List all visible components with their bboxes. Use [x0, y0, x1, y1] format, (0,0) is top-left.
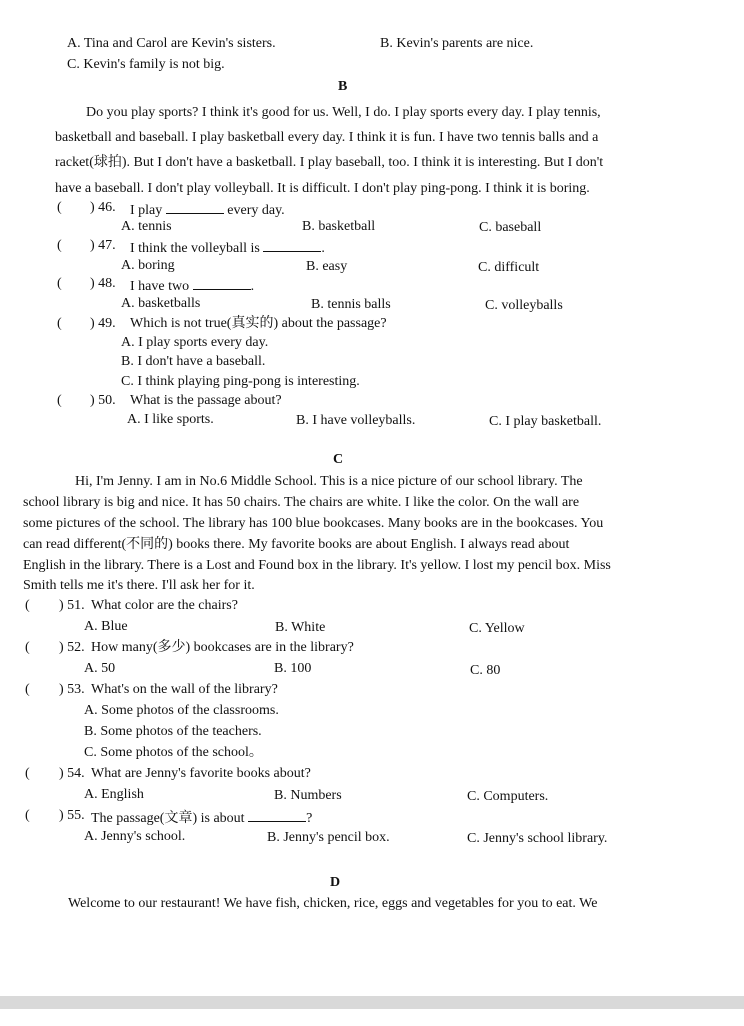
- option-c: C. Computers.: [467, 789, 549, 804]
- option-a: A. I play sports every day.: [121, 335, 269, 350]
- section-b-passage-line: have a baseball. I don't play volleyball. It is difficult. I don't play ping-pong. I think it is boring.: [55, 181, 590, 196]
- option-b: B. easy: [306, 259, 348, 274]
- option-b: B. Jenny's pencil box.: [267, 830, 390, 845]
- question-number: ) 50.: [90, 393, 116, 408]
- option-b: B. Numbers: [274, 788, 342, 803]
- section-c-passage-line: school library is big and nice. It has 50 chairs. The chairs are white. I like the color. On the wall are: [23, 495, 580, 510]
- option-b: B. Some photos of the teachers.: [84, 724, 262, 739]
- option-b: B. 100: [274, 661, 312, 676]
- option-c: C. baseball: [479, 220, 542, 235]
- question-number: ) 47.: [90, 238, 116, 253]
- question-stem: I play every day.: [130, 203, 285, 218]
- question-number: ) 53.: [59, 682, 85, 697]
- option-a: A. Some photos of the classrooms.: [84, 703, 279, 718]
- answer-paren: (: [25, 598, 30, 613]
- option-a: A. boring: [121, 258, 175, 273]
- page-bottom-margin: [0, 1009, 744, 1026]
- question-number: ) 51.: [59, 598, 85, 613]
- section-c-passage-line: English in the library. There is a Lost and Found box in the library. It's yellow. I lost my pencil box. Miss: [23, 558, 611, 573]
- option-b: B. I have volleyballs.: [296, 413, 416, 428]
- question-number: ) 54.: [59, 766, 85, 781]
- option-a: A. I like sports.: [127, 412, 214, 427]
- option-a: A. Blue: [84, 619, 128, 634]
- section-c-passage-line: some pictures of the school. The library has 100 blue bookcases. Many books are in the bookcases. You: [23, 516, 604, 531]
- question-stem: How many(多少) bookcases are in the library?: [91, 640, 354, 655]
- section-b-passage-line: racket(球拍). But I don't have a basketball. I play baseball, too. I think it is interesting. But I don't: [55, 155, 604, 170]
- question-number: ) 46.: [90, 200, 116, 215]
- question-stem: Which is not true(真实的) about the passage?: [130, 316, 387, 331]
- option-a: A. English: [84, 787, 144, 802]
- question-stem: What are Jenny's favorite books about?: [91, 766, 311, 781]
- section-d-heading: D: [330, 875, 341, 890]
- section-d-passage-line: Welcome to our restaurant! We have fish, chicken, rice, eggs and vegetables for you to eat. We: [68, 896, 598, 911]
- answer-blank: [263, 239, 321, 252]
- option-c: C. volleyballs: [485, 298, 563, 313]
- question-number: ) 52.: [59, 640, 85, 655]
- answer-paren: (: [25, 766, 30, 781]
- answer-paren: (: [25, 808, 30, 823]
- section-b-passage-line: Do you play sports? I think it's good for us. Well, I do. I play sports every day. I play tennis,: [86, 105, 601, 120]
- option-c: C. Some photos of the school。: [84, 745, 263, 760]
- option-a: A. Jenny's school.: [84, 829, 186, 844]
- prev-option-c: C. Kevin's family is not big.: [67, 57, 225, 72]
- section-c-heading: C: [333, 452, 344, 467]
- section-b-passage-line: basketball and baseball. I play basketball every day. I think it is fun. I have two tennis balls and a: [55, 130, 599, 145]
- option-a: A. tennis: [121, 219, 172, 234]
- answer-paren: (: [25, 640, 30, 655]
- section-b-heading: B: [338, 79, 348, 94]
- question-stem: What color are the chairs?: [91, 598, 238, 613]
- option-c: C. I think playing ping-pong is interesting.: [121, 374, 360, 389]
- answer-paren: (: [57, 316, 62, 331]
- option-c: C. Yellow: [469, 621, 525, 636]
- prev-option-b: B. Kevin's parents are nice.: [380, 36, 534, 51]
- answer-paren: (: [57, 238, 62, 253]
- question-stem: I have two .: [130, 279, 255, 294]
- section-c-passage-line: Hi, I'm Jenny. I am in No.6 Middle School. This is a nice picture of our school library. The: [75, 474, 583, 489]
- option-c: C. I play basketball.: [489, 414, 602, 429]
- option-b: B. I don't have a baseball.: [121, 354, 266, 369]
- question-number: ) 55.: [59, 808, 85, 823]
- option-c: C. difficult: [478, 260, 540, 275]
- question-stem: What is the passage about?: [130, 393, 282, 408]
- answer-paren: (: [25, 682, 30, 697]
- option-a: A. basketballs: [121, 296, 201, 311]
- option-b: B. basketball: [302, 219, 376, 234]
- question-stem: What's on the wall of the library?: [91, 682, 278, 697]
- section-c-passage-line: can read different(不同的) books there. My favorite books are about English. I always read about: [23, 537, 570, 552]
- question-number: ) 49.: [90, 316, 116, 331]
- answer-paren: (: [57, 276, 62, 291]
- answer-blank: [193, 277, 251, 290]
- option-b: B. White: [275, 620, 326, 635]
- answer-paren: (: [57, 200, 62, 215]
- option-c: C. 80: [470, 663, 501, 678]
- option-c: C. Jenny's school library.: [467, 831, 608, 846]
- section-c-passage-line: Smith tells me it's there. I'll ask her for it.: [23, 578, 255, 593]
- answer-paren: (: [57, 393, 62, 408]
- prev-option-a: A. Tina and Carol are Kevin's sisters.: [67, 36, 276, 51]
- option-a: A. 50: [84, 661, 116, 676]
- answer-blank: [248, 809, 306, 822]
- question-stem: The passage(文章) is about ?: [91, 811, 313, 826]
- answer-blank: [166, 201, 224, 214]
- option-b: B. tennis balls: [311, 297, 391, 312]
- question-stem: I think the volleyball is .: [130, 241, 325, 256]
- question-number: ) 48.: [90, 276, 116, 291]
